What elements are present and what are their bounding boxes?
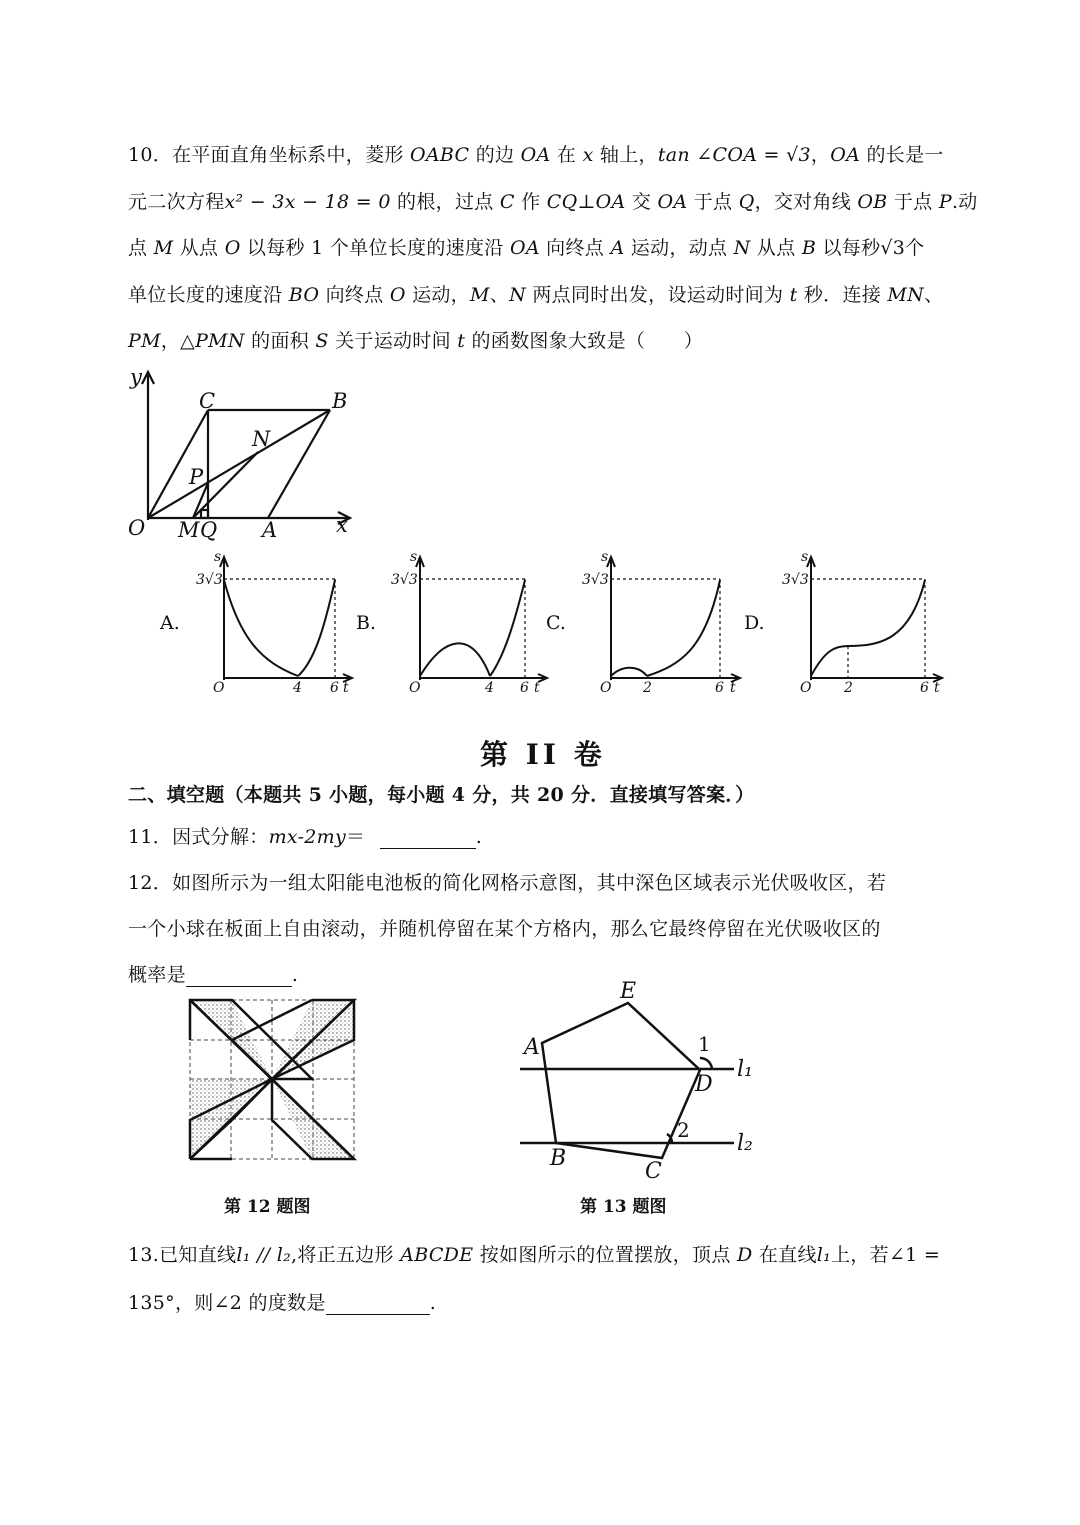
fill-in-heading: 二、填空题（本题共 5 小题，每小题 4 分，共 20 分．直接填写答案．） (128, 784, 755, 806)
q10-text: S (315, 330, 329, 352)
q13-text: ,将正五边形 (291, 1244, 401, 1266)
q10-text: P (938, 191, 952, 213)
option-b-origin: O (409, 680, 421, 696)
q10-text: O (224, 237, 241, 259)
option-a-label[interactable]: A. (160, 612, 180, 634)
q13-math: l₁ (816, 1244, 832, 1266)
option-b-end: 6 (520, 680, 529, 696)
q13-end: . (429, 1292, 437, 1314)
label-C: C (199, 389, 216, 413)
option-b-ymax: 3√3 (391, 572, 418, 588)
section-title: 第 II 卷 (480, 738, 606, 771)
option-d-ymax: 3√3 (782, 572, 809, 588)
q10-text: MN (887, 284, 925, 306)
label-N: N (252, 427, 271, 451)
q10-text: 以每秒√3个 (816, 237, 925, 259)
label-O: O (128, 516, 146, 540)
option-d-label[interactable]: D. (744, 612, 765, 634)
q12-line-1: 12．如图所示为一组太阳能电池板的简化网格示意图，其中深色区域表示光伏吸收区，若 (128, 872, 887, 894)
q10-text: 作 (514, 191, 547, 213)
q10-text: 关于运动时间 (328, 330, 458, 352)
q10-text: 从点 (750, 237, 802, 259)
label-angle-1: 1 (698, 1032, 711, 1056)
q10-text: 秒．连接 (797, 284, 888, 306)
label-E: E (620, 979, 637, 1004)
label-P: P (189, 465, 204, 489)
q10-text: 点 (128, 237, 154, 259)
option-b-mid: 4 (485, 680, 494, 696)
option-a-ymax: 3√3 (196, 572, 223, 588)
q10-text: 的边 (469, 144, 521, 166)
q13-caption: 第 13 题图 (580, 1197, 667, 1217)
option-a-axis-s: s (214, 549, 222, 565)
option-b-label[interactable]: B. (356, 612, 377, 634)
q12-line-2: 一个小球在板面上自由滚动，并随机停留在某个方格内，那么它最终停留在光伏吸收区的 (128, 918, 881, 940)
option-c-mid: 2 (643, 680, 652, 696)
q10-text: t (789, 284, 798, 306)
option-d-axis-s: s (801, 549, 809, 565)
q10-text: 的根，过点 (390, 191, 500, 213)
q10-text: PMN (195, 330, 245, 352)
label-y: y (130, 365, 142, 389)
q11-end: . (475, 826, 483, 848)
q10-text: N (733, 237, 751, 259)
option-a-axis-t: t (343, 680, 349, 696)
q13-line-2 (128, 1288, 436, 1315)
q11-equals: ＝ (346, 826, 366, 848)
q10-text: 、 (924, 284, 944, 306)
q10-text: 元二次方程 (128, 191, 225, 213)
label-angle-2: 2 (677, 1118, 690, 1142)
q10-text: OA (509, 237, 540, 259)
q13-text: D (736, 1244, 753, 1266)
q10-text: PM (128, 330, 161, 352)
q10-text: t (457, 330, 466, 352)
q13-math: l₁ // l₂ (236, 1244, 291, 1266)
option-d-origin: O (800, 680, 812, 696)
q10-text: 于点 (687, 191, 739, 213)
q11-text: 11．因式分解： (128, 826, 269, 848)
option-b-axis-s: s (410, 549, 418, 565)
option-c-origin: O (600, 680, 612, 696)
q10-text: BO (288, 284, 320, 306)
q10-text: ， (810, 144, 831, 166)
q10-text: 的函数图象大致是（ ） (465, 330, 704, 352)
label-C: C (645, 1159, 662, 1184)
q10-text: 10．在平面直角坐标系中，菱形 (128, 144, 411, 166)
q12-text: 概率是 (128, 964, 186, 986)
option-d-mid: 2 (844, 680, 853, 696)
q10-text: ，△ (160, 330, 196, 352)
q10-text: 、 (489, 284, 510, 306)
q10-text: B (801, 237, 817, 259)
q10-text: 以每秒 1 个单位长度的速度沿 (240, 237, 510, 259)
label-l2: l₂ (737, 1131, 753, 1156)
label-D: D (695, 1072, 713, 1097)
q13-text: 在直线 (752, 1244, 817, 1266)
q10-text: M (153, 237, 174, 259)
q13-text: 135°，则∠2 的度数是 (128, 1292, 326, 1314)
q10-text: 运动， (405, 284, 470, 306)
q10-math: tan ∠COA = √3 (657, 144, 811, 166)
label-Q: Q (200, 518, 218, 542)
label-B: B (550, 1146, 567, 1171)
q13-answer-blank[interactable] (326, 1292, 430, 1315)
q10-text: 运动，动点 (624, 237, 734, 259)
option-b-axis-t: t (534, 680, 540, 696)
q10-text: O (389, 284, 406, 306)
option-c-end: 6 (715, 680, 724, 696)
option-d-end: 6 (920, 680, 929, 696)
q10-text: 交 (625, 191, 658, 213)
q10-text: 向终点 (539, 237, 611, 259)
q10-text: OA (520, 144, 551, 166)
q10-text: ，交对角线 (754, 191, 858, 213)
q10-text: A (610, 237, 625, 259)
q10-text: 于点 (887, 191, 939, 213)
q10-text: 的长是一 (860, 144, 944, 166)
q10-text: 从点 (173, 237, 225, 259)
q10-text: C (499, 191, 515, 213)
label-x: x (336, 513, 348, 537)
option-d-axis-t: t (934, 680, 940, 696)
option-c-ymax: 3√3 (582, 572, 609, 588)
label-l1: l₁ (737, 1057, 753, 1082)
q10-text: 在 (550, 144, 583, 166)
q10-text: .动 (951, 191, 978, 213)
q13-line-1 (128, 1240, 940, 1267)
q10-text: N (509, 284, 526, 306)
label-M: M (178, 518, 200, 542)
q10-text: Q (738, 191, 755, 213)
q10-text: 向终点 (319, 284, 390, 306)
q10-text: 两点同时出发，设运动时间为 (526, 284, 790, 306)
q10-text: OA (830, 144, 861, 166)
label-B: B (332, 389, 348, 413)
option-a-end: 6 (330, 680, 339, 696)
q10-math: CQ⊥OA (546, 191, 626, 213)
label-A: A (524, 1035, 540, 1060)
q10-text: OB (857, 191, 888, 213)
q10-text: 的面积 (244, 330, 316, 352)
q10-text: 单位长度的速度沿 (128, 284, 289, 306)
q13-text: 上，若∠1 = (831, 1244, 941, 1266)
q12-caption: 第 12 题图 (224, 1197, 311, 1217)
q10-math: x² − 3x − 18 = 0 (224, 191, 391, 213)
q12-end: . (291, 964, 299, 986)
q13-text: 按如图所示的位置摆放，顶点 (473, 1244, 737, 1266)
option-c-axis-s: s (601, 549, 609, 565)
option-c-label[interactable]: C. (546, 612, 566, 634)
q10-text: 轴上， (593, 144, 658, 166)
option-a-mid: 4 (293, 680, 302, 696)
option-c-axis-t: t (730, 680, 736, 696)
q10-text: M (469, 284, 490, 306)
q10-text: OA (657, 191, 688, 213)
option-a-origin: O (213, 680, 225, 696)
q10-text: OABC (410, 144, 470, 166)
q10-text: x (582, 144, 594, 166)
q13-text: 13.已知直线 (128, 1244, 237, 1266)
label-A: A (262, 518, 278, 542)
q11-expression: mx-2my (268, 826, 347, 848)
q13-text: ABCDE (400, 1244, 474, 1266)
